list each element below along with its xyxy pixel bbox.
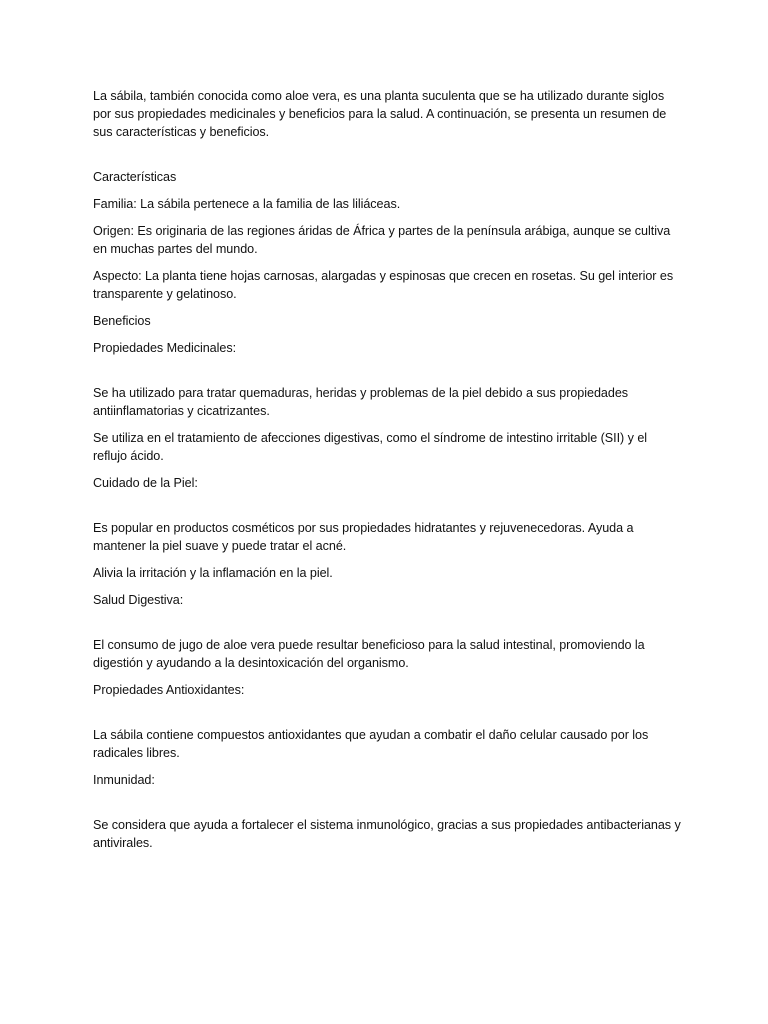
medicinales-paragraph-1: Se ha utilizado para tratar quemaduras, heridas y problemas de la piel debido a sus propiedades antiinflamatorias y cicatrizantes. (93, 386, 629, 418)
document-body (93, 87, 683, 852)
subheading-digestiva: Salud Digestiva: (93, 593, 184, 607)
section-heading-caracteristicas: Características (93, 170, 177, 184)
subheading-antioxidantes: Propiedades Antioxidantes: (93, 683, 245, 697)
section-heading-beneficios: Beneficios (93, 314, 151, 328)
medicinales-paragraph-2: Se utiliza en el tratamiento de afecciones digestivas, como el síndrome de intestino irritable (SII) y el reflujo ácido. (93, 431, 648, 463)
digestiva-paragraph-1: El consumo de jugo de aloe vera puede resultar beneficioso para la salud intestinal, promoviendo la digestión y ayudando a la desintoxicación del organismo. (93, 638, 645, 670)
subheading-medicinales: Propiedades Medicinales: (93, 341, 237, 355)
familia-paragraph: Familia: La sábila pertenece a la familia de las liliáceas. (93, 197, 401, 211)
piel-paragraph-1: Es popular en productos cosméticos por sus propiedades hidratantes y rejuvenecedoras. Ayuda a mantener la piel suave y puede tratar el acné. (93, 521, 634, 553)
subheading-piel: Cuidado de la Piel: (93, 476, 198, 490)
piel-paragraph-2: Alivia la irritación y la inflamación en la piel. (93, 566, 333, 580)
intro-paragraph: La sábila, también conocida como aloe vera, es una planta suculenta que se ha utilizado durante siglos por sus propiedades medicinales y beneficios para la salud. A continuación, se presenta un resumen de sus características y beneficios. (93, 89, 667, 139)
aspecto-paragraph: Aspecto: La planta tiene hojas carnosas, alargadas y espinosas que crecen en rosetas. Su gel interior es transparente y gelatinoso. (93, 269, 674, 301)
antioxidantes-paragraph-1: La sábila contiene compuestos antioxidantes que ayudan a combatir el daño celular causado por los radicales libres. (93, 728, 649, 760)
inmunidad-paragraph-1: Se considera que ayuda a fortalecer el sistema inmunológico, gracias a sus propiedades antibacterianas y antivirales. (93, 818, 681, 850)
subheading-inmunidad: Inmunidad: (93, 773, 155, 787)
origen-paragraph: Origen: Es originaria de las regiones áridas de África y partes de la península arábiga, aunque se cultiva en muchas partes del mundo. (93, 224, 671, 256)
